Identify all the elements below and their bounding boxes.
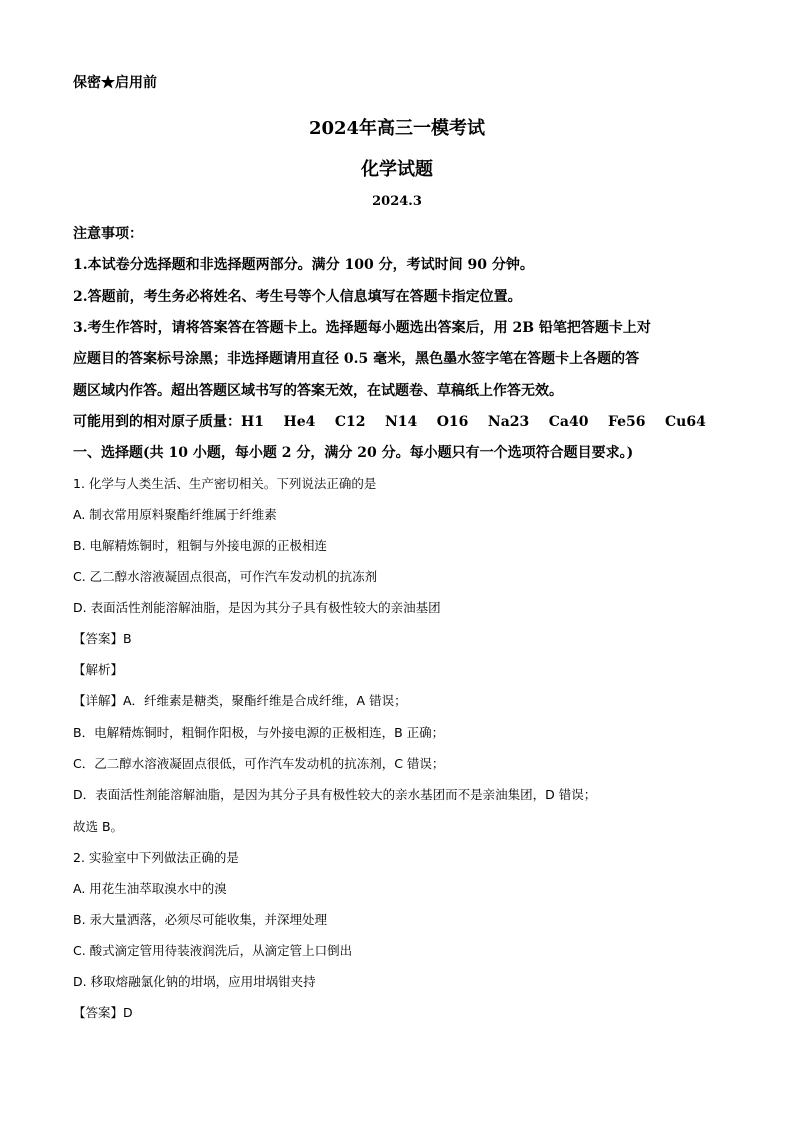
question-1-answer: 【答案】B	[73, 631, 132, 646]
question-1-detail-3: C．乙二醇水溶液凝固点很低，可作汽车发动机的抗冻剂，C 错误；	[73, 756, 445, 771]
question-1-option-a: A. 制衣常用原料聚酯纤维属于纤维素	[73, 507, 277, 522]
atomic-masses: 可能用到的相对原子质量：H1 He4 C12 N14 O16 Na23 Ca40 Fe56 Cu64	[73, 414, 706, 430]
notes-heading: 注意事项：	[73, 226, 143, 242]
question-1-stem: 1. 化学与人类生活、生产密切相关。下列说法正确的是	[73, 476, 377, 491]
question-1-conclusion: 故选 B。	[73, 819, 124, 834]
question-1-option-b: B. 电解精炼铜时，粗铜与外接电源的正极相连	[73, 538, 328, 553]
question-2-option-a: A. 用花生油萃取溴水中的溴	[73, 881, 227, 896]
question-1-detail-1: 【详解】A．纤维素是糖类，聚酯纤维是合成纤维，A 错误；	[73, 693, 407, 708]
exam-title: 2024年高三一模考试	[308, 118, 486, 139]
exam-date: 2024.3	[372, 194, 422, 209]
note-item-3-line-2: 应题目的答案标号涂黑；非选择题请用直径 0.5 毫米，黑色墨水签字笔在答题卡上各题的答	[73, 351, 640, 367]
question-1-detail-4: D．表面活性剂能溶解油脂，是因为其分子具有极性较大的亲水基团而不是亲油集团，D 错误；	[73, 787, 597, 802]
note-item-3-line-3: 题区域内作答。超出答题区域书写的答案无效，在试题卷、草稿纸上作答无效。	[73, 383, 563, 399]
note-item-3-line-1: 3.考生作答时，请将答案答在答题卡上。选择题每小题选出答案后，用 2B 铅笔把答题卡上对	[73, 320, 651, 336]
question-2-option-b: B. 汞大量洒落，必须尽可能收集，并深埋处理	[73, 912, 328, 927]
question-2-option-c: C. 酸式滴定管用待装液润洗后，从滴定管上口倒出	[73, 943, 353, 958]
question-1-option-c: C. 乙二醇水溶液凝固点很高，可作汽车发动机的抗冻剂	[73, 569, 378, 584]
question-1-option-d: D. 表面活性剂能溶解油脂，是因为其分子具有极性较大的亲油基团	[73, 600, 441, 615]
question-1-analysis-label: 【解析】	[73, 662, 124, 677]
confidential-label: 保密★启用前	[73, 75, 157, 91]
note-item-2: 2.答题前，考生务必将姓名、考生号等个人信息填写在答题卡指定位置。	[73, 289, 522, 305]
question-2-answer: 【答案】D	[73, 1005, 133, 1020]
subject-title: 化学试题	[361, 159, 433, 180]
section-1-heading: 一、选择题(共 10 小题，每小题 2 分，满分 20 分。每小题只有一个选项符合题目要求。)	[73, 445, 634, 461]
question-2-stem: 2. 实验室中下列做法正确的是	[73, 850, 239, 865]
question-2-option-d: D. 移取熔融氯化钠的坩埚，应用坩埚钳夹持	[73, 974, 316, 989]
question-1-detail-2: B．电解精炼铜时，粗铜作阳极，与外接电源的正极相连，B 正确；	[73, 725, 445, 740]
note-item-1: 1.本试卷分选择题和非选择题两部分。满分 100 分，考试时间 90 分钟。	[73, 257, 534, 273]
